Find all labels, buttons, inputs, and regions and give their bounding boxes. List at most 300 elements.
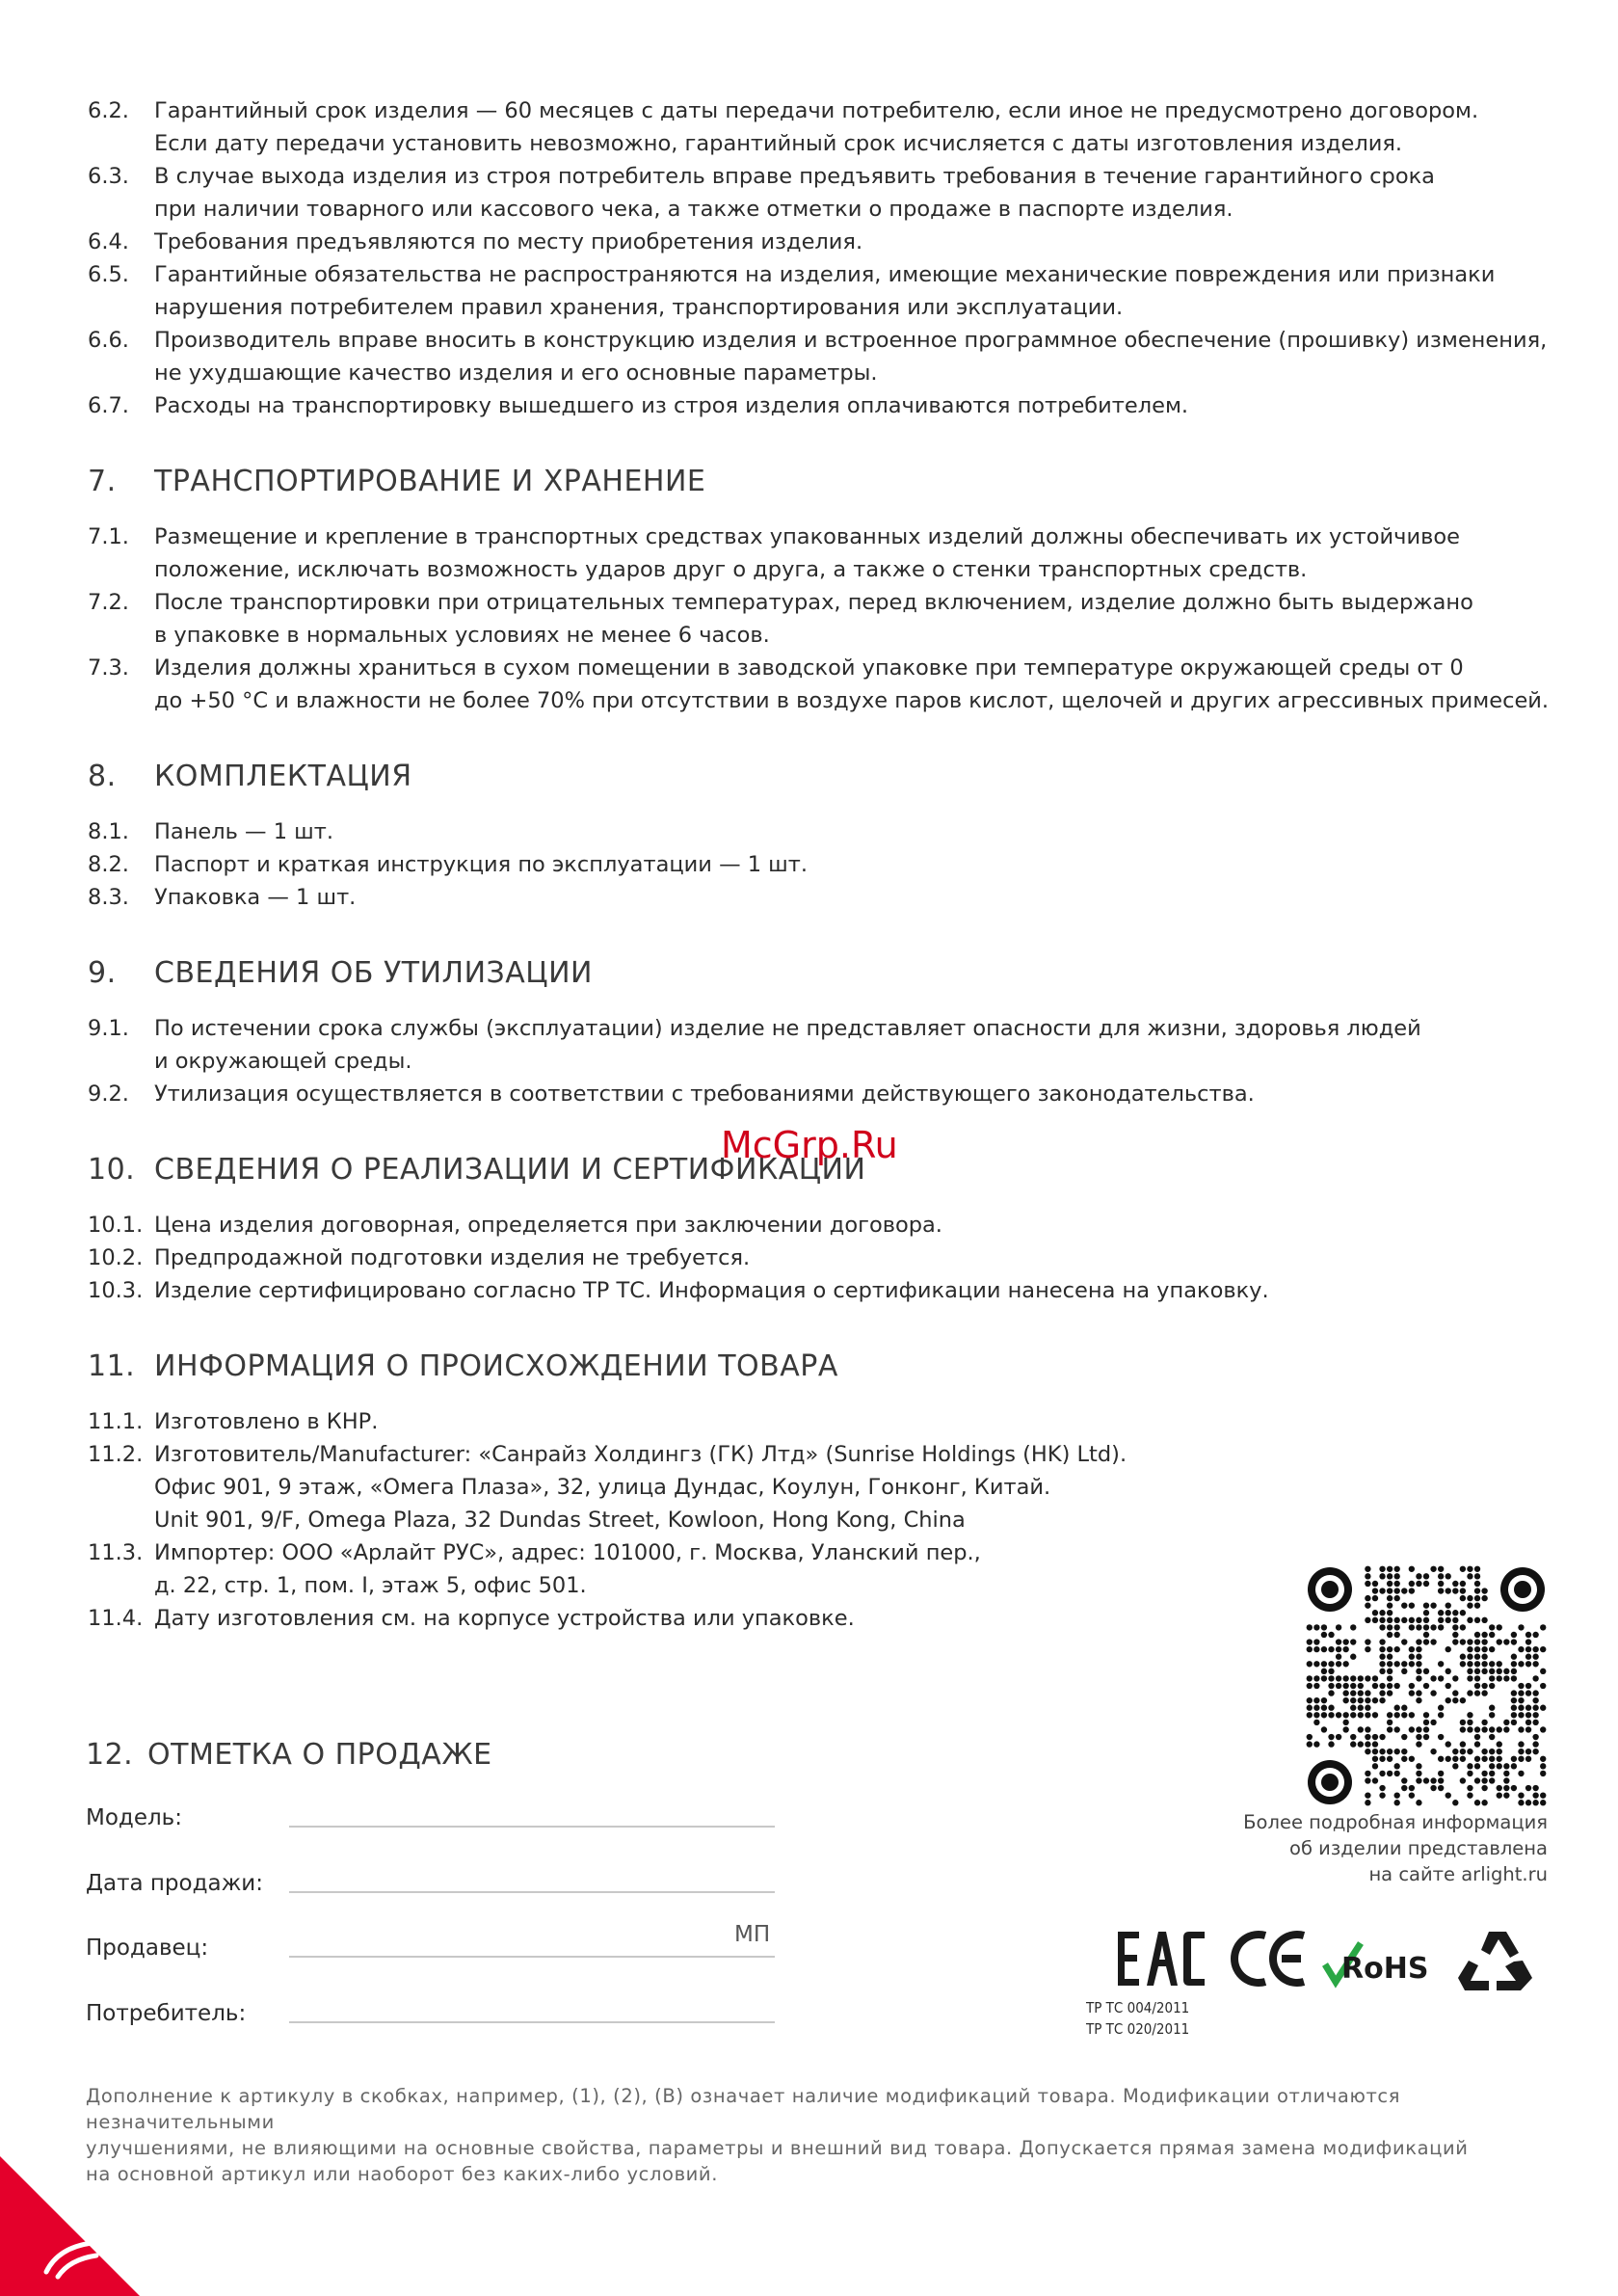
qr-module bbox=[1430, 1624, 1436, 1630]
qr-module bbox=[1401, 1617, 1407, 1623]
stamp-placeholder: МП bbox=[734, 1922, 771, 1947]
qr-module bbox=[1401, 1777, 1407, 1783]
qr-module bbox=[1321, 1697, 1327, 1703]
svg-text:RoHS: RoHS bbox=[1341, 1952, 1429, 1986]
qr-module bbox=[1511, 1705, 1517, 1711]
qr-module bbox=[1511, 1639, 1517, 1644]
qr-module bbox=[1365, 1792, 1370, 1798]
qr-module bbox=[1540, 1756, 1546, 1762]
qr-code bbox=[1306, 1565, 1547, 1806]
qr-module bbox=[1489, 1749, 1495, 1754]
qr-module bbox=[1474, 1588, 1480, 1593]
qr-module bbox=[1342, 1639, 1348, 1644]
qr-module bbox=[1452, 1624, 1458, 1630]
qr-module bbox=[1387, 1720, 1393, 1725]
qr-module bbox=[1446, 1617, 1451, 1623]
qr-module bbox=[1518, 1771, 1524, 1776]
qr-module bbox=[1474, 1595, 1480, 1601]
section-8-heading: 8. КОМПЛЕКТАЦИЯ bbox=[88, 760, 412, 793]
qr-module bbox=[1394, 1661, 1400, 1667]
qr-module bbox=[1532, 1690, 1538, 1695]
item-11-1: 11.1. Изготовлено в КНР. bbox=[88, 1409, 379, 1434]
qr-module bbox=[1467, 1785, 1472, 1791]
qr-module bbox=[1379, 1697, 1385, 1703]
qr-module bbox=[1460, 1595, 1466, 1601]
qr-module bbox=[1423, 1581, 1429, 1587]
qr-module bbox=[1489, 1756, 1495, 1762]
qr-module bbox=[1379, 1624, 1385, 1630]
qr-module bbox=[1379, 1756, 1385, 1762]
qr-module bbox=[1489, 1632, 1495, 1638]
qr-module bbox=[1379, 1610, 1385, 1615]
qr-module bbox=[1438, 1756, 1444, 1762]
qr-module bbox=[1372, 1588, 1378, 1593]
qr-module bbox=[1342, 1646, 1348, 1652]
qr-module bbox=[1438, 1617, 1444, 1623]
qr-module bbox=[1467, 1763, 1472, 1769]
qr-module bbox=[1532, 1632, 1538, 1638]
item-6-4: 6.4. Требования предъявляются по месту приобретения изделия. bbox=[88, 229, 863, 254]
qr-module bbox=[1372, 1675, 1378, 1681]
qr-module bbox=[1372, 1749, 1378, 1754]
qr-module bbox=[1321, 1624, 1327, 1630]
qr-module bbox=[1365, 1646, 1370, 1652]
qr-module bbox=[1540, 1800, 1546, 1805]
qr-module bbox=[1423, 1777, 1429, 1783]
qr-module bbox=[1342, 1726, 1348, 1732]
qr-module bbox=[1409, 1683, 1415, 1689]
qr-module bbox=[1423, 1683, 1429, 1689]
qr-module bbox=[1307, 1646, 1313, 1652]
qr-module bbox=[1409, 1654, 1415, 1660]
section-7 bbox=[0, 463, 1618, 717]
qr-module bbox=[1497, 1669, 1502, 1674]
qr-module bbox=[1307, 1683, 1313, 1689]
qr-module bbox=[1387, 1617, 1393, 1623]
qr-module bbox=[1438, 1785, 1444, 1791]
qr-module bbox=[1489, 1712, 1495, 1718]
qr-module bbox=[1446, 1669, 1451, 1674]
qr-module bbox=[1350, 1690, 1356, 1695]
qr-module bbox=[1342, 1661, 1348, 1667]
qr-module bbox=[1379, 1771, 1385, 1776]
qr-module bbox=[1394, 1705, 1400, 1711]
qr-caption: Более подробная информация об изделии представлена на сайте arlight.ru bbox=[1243, 1811, 1548, 1885]
qr-module bbox=[1401, 1588, 1407, 1593]
qr-module bbox=[1313, 1712, 1319, 1718]
qr-module bbox=[1446, 1588, 1451, 1593]
qr-module bbox=[1328, 1669, 1334, 1674]
section-7-heading: 7. ТРАНСПОРТИРОВАНИЕ И ХРАНЕНИЕ bbox=[88, 465, 706, 498]
qr-module bbox=[1394, 1800, 1400, 1805]
footnote: Дополнение к артикулу в скобках, например, (1), (2), (B) означает наличие модификаций товара. Модификации отличаются незначительными улучшениями, не влияющими на основные свойства, параметры и внешний вид товара. Допускается прямая замена модификаций на основной артикул или наоборот без каких-либо условий. bbox=[86, 2085, 1469, 2185]
qr-module bbox=[1401, 1756, 1407, 1762]
qr-module bbox=[1474, 1654, 1480, 1660]
qr-module bbox=[1358, 1675, 1364, 1681]
qr-module bbox=[1401, 1712, 1407, 1718]
qr-module bbox=[1446, 1683, 1451, 1689]
rohs-mark-icon bbox=[1325, 1943, 1428, 1986]
qr-module bbox=[1313, 1705, 1319, 1711]
qr-module bbox=[1379, 1639, 1385, 1644]
qr-module bbox=[1365, 1581, 1370, 1587]
section-10 bbox=[0, 1151, 1618, 1307]
qr-module bbox=[1511, 1763, 1517, 1769]
qr-module bbox=[1430, 1785, 1436, 1791]
qr-module bbox=[1379, 1566, 1385, 1572]
qr-module bbox=[1430, 1749, 1436, 1754]
qr-module bbox=[1358, 1690, 1364, 1695]
qr-module bbox=[1423, 1734, 1429, 1740]
qr-module bbox=[1481, 1595, 1487, 1601]
qr-module bbox=[1342, 1683, 1348, 1689]
qr-module bbox=[1423, 1639, 1429, 1644]
qr-module bbox=[1350, 1683, 1356, 1689]
qr-module bbox=[1394, 1726, 1400, 1732]
qr-module bbox=[1328, 1741, 1334, 1747]
qr-module bbox=[1365, 1771, 1370, 1776]
qr-module bbox=[1503, 1669, 1509, 1674]
qr-module bbox=[1342, 1712, 1348, 1718]
qr-module bbox=[1423, 1573, 1429, 1579]
qr-module bbox=[1489, 1763, 1495, 1769]
qr-module bbox=[1387, 1632, 1393, 1638]
qr-module bbox=[1342, 1690, 1348, 1695]
qr-module bbox=[1416, 1800, 1421, 1805]
qr-module bbox=[1365, 1690, 1370, 1695]
qr-module bbox=[1336, 1734, 1341, 1740]
qr-module bbox=[1416, 1646, 1421, 1652]
qr-module bbox=[1518, 1749, 1524, 1754]
qr-module bbox=[1365, 1705, 1370, 1711]
qr-module bbox=[1525, 1785, 1531, 1791]
qr-module bbox=[1489, 1683, 1495, 1689]
qr-module bbox=[1489, 1777, 1495, 1783]
qr-module bbox=[1423, 1726, 1429, 1732]
qr-module bbox=[1372, 1734, 1378, 1740]
item-11-3: 11.3. Импортер: ООО «Арлайт РУС», адрес: 101000, г. Москва, Уланский пер., д. 22, стр. 1, пом. I, этаж 5, офис 501. bbox=[88, 1540, 981, 1598]
qr-module bbox=[1467, 1712, 1472, 1718]
qr-module bbox=[1416, 1617, 1421, 1623]
qr-module bbox=[1372, 1712, 1378, 1718]
qr-module bbox=[1416, 1771, 1421, 1776]
qr-module bbox=[1350, 1654, 1356, 1660]
qr-module bbox=[1532, 1675, 1538, 1681]
qr-module bbox=[1387, 1726, 1393, 1732]
qr-module bbox=[1489, 1661, 1495, 1667]
item-11-2: 11.2. Изготовитель/Manufacturer: «Санрайз Холдингз (ГК) Лтд» (Sunrise Holdings (HK) Ltd). Офис 901, 9 этаж, «Омега Плаза», 32, улица Дундас, Коулун, Гонконг, Китай. Unit 901, 9/F, Omega Plaza, 32 Dundas Street, Kowloon, Hong Kong, China bbox=[88, 1442, 1127, 1533]
qr-module bbox=[1379, 1669, 1385, 1674]
tr-ts-codes: ТР ТС 004/2011 ТР ТС 020/2011 bbox=[1086, 1999, 1190, 2038]
qr-module bbox=[1511, 1785, 1517, 1791]
field-line-seller[interactable] bbox=[289, 1956, 775, 1958]
qr-module bbox=[1467, 1675, 1472, 1681]
field-line-model[interactable] bbox=[289, 1826, 775, 1828]
qr-module bbox=[1394, 1792, 1400, 1798]
qr-module bbox=[1394, 1624, 1400, 1630]
qr-module bbox=[1365, 1741, 1370, 1747]
qr-module bbox=[1409, 1726, 1415, 1732]
qr-module bbox=[1467, 1661, 1472, 1667]
qr-module bbox=[1423, 1720, 1429, 1725]
qr-module bbox=[1423, 1712, 1429, 1718]
qr-module bbox=[1328, 1661, 1334, 1667]
qr-module bbox=[1358, 1726, 1364, 1732]
qr-module bbox=[1532, 1646, 1538, 1652]
qr-module bbox=[1336, 1661, 1341, 1667]
qr-module bbox=[1379, 1683, 1385, 1689]
qr-module bbox=[1525, 1705, 1531, 1711]
qr-module bbox=[1307, 1734, 1313, 1740]
qr-module bbox=[1467, 1792, 1472, 1798]
qr-module bbox=[1365, 1749, 1370, 1754]
qr-module bbox=[1497, 1792, 1502, 1798]
eac-mark-icon bbox=[1118, 1932, 1205, 1986]
item-8-1: 8.1. Панель — 1 шт. bbox=[88, 819, 334, 844]
qr-module bbox=[1467, 1646, 1472, 1652]
qr-module bbox=[1446, 1792, 1451, 1798]
qr-module bbox=[1452, 1697, 1458, 1703]
qr-module bbox=[1401, 1705, 1407, 1711]
qr-module bbox=[1446, 1697, 1451, 1703]
qr-module bbox=[1409, 1624, 1415, 1630]
qr-module bbox=[1321, 1669, 1327, 1674]
qr-module bbox=[1387, 1661, 1393, 1667]
qr-module bbox=[1460, 1756, 1466, 1762]
qr-module bbox=[1497, 1639, 1502, 1644]
ce-mark-icon bbox=[1234, 1935, 1304, 1983]
qr-module bbox=[1379, 1792, 1385, 1798]
qr-module bbox=[1321, 1661, 1327, 1667]
qr-module bbox=[1321, 1712, 1327, 1718]
field-line-sale-date[interactable] bbox=[289, 1891, 775, 1893]
qr-module bbox=[1430, 1566, 1436, 1572]
qr-module bbox=[1489, 1771, 1495, 1776]
qr-module bbox=[1416, 1624, 1421, 1630]
qr-module bbox=[1387, 1595, 1393, 1601]
qr-module bbox=[1313, 1741, 1319, 1747]
qr-module bbox=[1416, 1661, 1421, 1667]
qr-module bbox=[1350, 1705, 1356, 1711]
certification-marks bbox=[1108, 1918, 1552, 1995]
qr-module bbox=[1532, 1705, 1538, 1711]
qr-module bbox=[1313, 1720, 1319, 1725]
qr-module bbox=[1307, 1697, 1313, 1703]
qr-module bbox=[1460, 1777, 1466, 1783]
qr-module bbox=[1525, 1639, 1531, 1644]
qr-module bbox=[1365, 1602, 1370, 1608]
qr-module bbox=[1365, 1675, 1370, 1681]
qr-module bbox=[1452, 1610, 1458, 1615]
qr-module bbox=[1430, 1602, 1436, 1608]
qr-module bbox=[1452, 1749, 1458, 1754]
item-6-6: 6.6. Производитель вправе вносить в конструкцию изделия и встроенное программное обеспечение (прошивку) изменения, не ухудшающие качество изделия и его основные параметры. bbox=[88, 328, 1548, 386]
qr-module bbox=[1409, 1646, 1415, 1652]
qr-module bbox=[1511, 1697, 1517, 1703]
qr-module bbox=[1379, 1690, 1385, 1695]
qr-module bbox=[1401, 1602, 1407, 1608]
field-label-consumer: Потребитель: bbox=[86, 2001, 247, 2026]
qr-module bbox=[1481, 1661, 1487, 1667]
qr-module bbox=[1518, 1661, 1524, 1667]
qr-module bbox=[1452, 1690, 1458, 1695]
qr-module bbox=[1438, 1661, 1444, 1667]
qr-module bbox=[1365, 1734, 1370, 1740]
item-9-1: 9.1. По истечении срока службы (эксплуатации) изделие не представляет опасности для жизни, здоровья людей и окружающей среды. bbox=[88, 1016, 1421, 1074]
qr-module bbox=[1394, 1646, 1400, 1652]
qr-module bbox=[1518, 1712, 1524, 1718]
qr-module bbox=[1328, 1705, 1334, 1711]
section-6 bbox=[0, 94, 1618, 422]
qr-module bbox=[1328, 1683, 1334, 1689]
qr-module bbox=[1511, 1720, 1517, 1725]
qr-module bbox=[1394, 1771, 1400, 1776]
qr-module bbox=[1307, 1675, 1313, 1681]
qr-module bbox=[1307, 1741, 1313, 1747]
qr-module bbox=[1503, 1726, 1509, 1732]
qr-module bbox=[1423, 1602, 1429, 1608]
qr-module bbox=[1416, 1581, 1421, 1587]
qr-module bbox=[1321, 1726, 1327, 1732]
qr-module bbox=[1446, 1610, 1451, 1615]
qr-module bbox=[1474, 1661, 1480, 1667]
qr-module bbox=[1379, 1573, 1385, 1579]
qr-module bbox=[1438, 1712, 1444, 1718]
qr-module bbox=[1481, 1632, 1487, 1638]
qr-module bbox=[1474, 1756, 1480, 1762]
item-8-2: 8.2. Паспорт и краткая инструкция по эксплуатации — 1 шт. bbox=[88, 852, 809, 877]
qr-module bbox=[1474, 1602, 1480, 1608]
qr-module bbox=[1387, 1749, 1393, 1754]
qr-module bbox=[1328, 1734, 1334, 1740]
qr-module bbox=[1497, 1675, 1502, 1681]
field-line-consumer[interactable] bbox=[289, 2021, 775, 2023]
qr-module bbox=[1379, 1646, 1385, 1652]
qr-module bbox=[1350, 1624, 1356, 1630]
qr-module bbox=[1446, 1741, 1451, 1747]
qr-module bbox=[1358, 1741, 1364, 1747]
qr-module bbox=[1416, 1697, 1421, 1703]
qr-module bbox=[1342, 1675, 1348, 1681]
qr-module bbox=[1481, 1726, 1487, 1732]
qr-module bbox=[1321, 1705, 1327, 1711]
qr-module bbox=[1518, 1697, 1524, 1703]
qr-module bbox=[1452, 1675, 1458, 1681]
qr-module bbox=[1387, 1602, 1393, 1608]
field-label-seller: Продавец: bbox=[86, 1936, 209, 1961]
qr-module bbox=[1489, 1705, 1495, 1711]
qr-module bbox=[1321, 1632, 1327, 1638]
qr-module bbox=[1452, 1763, 1458, 1769]
qr-module bbox=[1518, 1646, 1524, 1652]
qr-module bbox=[1365, 1800, 1370, 1805]
qr-module bbox=[1394, 1712, 1400, 1718]
qr-module bbox=[1438, 1588, 1444, 1593]
qr-module bbox=[1481, 1617, 1487, 1623]
qr-module bbox=[1416, 1675, 1421, 1681]
qr-module bbox=[1460, 1697, 1466, 1703]
qr-module bbox=[1532, 1697, 1538, 1703]
qr-module bbox=[1416, 1734, 1421, 1740]
section-9-heading: 9. СВЕДЕНИЯ ОБ УТИЛИЗАЦИИ bbox=[88, 956, 593, 990]
qr-module bbox=[1372, 1697, 1378, 1703]
qr-module bbox=[1446, 1756, 1451, 1762]
qr-module bbox=[1467, 1573, 1472, 1579]
qr-module bbox=[1358, 1697, 1364, 1703]
qr-module bbox=[1503, 1771, 1509, 1776]
qr-module bbox=[1511, 1661, 1517, 1667]
qr-module bbox=[1460, 1610, 1466, 1615]
qr-module bbox=[1336, 1683, 1341, 1689]
field-label-model: Модель: bbox=[86, 1805, 182, 1830]
qr-module bbox=[1474, 1726, 1480, 1732]
qr-module bbox=[1365, 1639, 1370, 1644]
qr-module bbox=[1423, 1632, 1429, 1638]
qr-module bbox=[1423, 1610, 1429, 1615]
qr-module bbox=[1387, 1654, 1393, 1660]
qr-module bbox=[1452, 1588, 1458, 1593]
qr-module bbox=[1525, 1756, 1531, 1762]
qr-module bbox=[1467, 1720, 1472, 1725]
qr-module bbox=[1489, 1675, 1495, 1681]
qr-module bbox=[1525, 1720, 1531, 1725]
qr-module bbox=[1409, 1792, 1415, 1798]
qr-module bbox=[1365, 1566, 1370, 1572]
qr-module bbox=[1358, 1712, 1364, 1718]
qr-module bbox=[1307, 1712, 1313, 1718]
qr-module bbox=[1532, 1654, 1538, 1660]
qr-module bbox=[1460, 1581, 1466, 1587]
qr-module bbox=[1350, 1697, 1356, 1703]
qr-module bbox=[1409, 1581, 1415, 1587]
qr-module bbox=[1503, 1792, 1509, 1798]
qr-module bbox=[1387, 1669, 1393, 1674]
item-7-1: 7.1. Размещение и крепление в транспортных средствах упакованных изделий должны обеспечивать их устойчивое положение, исключать возможность ударов друг о друга, а также о стенки транспортных средств. bbox=[88, 524, 1460, 582]
qr-module bbox=[1365, 1777, 1370, 1783]
qr-module bbox=[1540, 1669, 1546, 1674]
qr-module bbox=[1503, 1720, 1509, 1725]
qr-module bbox=[1525, 1726, 1531, 1732]
qr-module bbox=[1394, 1632, 1400, 1638]
qr-module bbox=[1372, 1610, 1378, 1615]
qr-module bbox=[1365, 1617, 1370, 1623]
qr-module bbox=[1474, 1581, 1480, 1587]
qr-module bbox=[1365, 1712, 1370, 1718]
qr-module bbox=[1481, 1777, 1487, 1783]
qr-module bbox=[1430, 1720, 1436, 1725]
qr-module bbox=[1452, 1617, 1458, 1623]
qr-module bbox=[1387, 1573, 1393, 1579]
qr-module bbox=[1467, 1617, 1472, 1623]
qr-module bbox=[1401, 1749, 1407, 1754]
qr-module bbox=[1307, 1639, 1313, 1644]
qr-module bbox=[1401, 1669, 1407, 1674]
qr-module bbox=[1379, 1785, 1385, 1791]
qr-module bbox=[1481, 1771, 1487, 1776]
qr-module bbox=[1416, 1573, 1421, 1579]
item-8-3: 8.3. Упаковка — 1 шт. bbox=[88, 885, 357, 910]
qr-module bbox=[1387, 1646, 1393, 1652]
watermark: McGrp.Ru bbox=[721, 1124, 898, 1166]
qr-module bbox=[1307, 1624, 1313, 1630]
qr-module bbox=[1481, 1800, 1487, 1805]
qr-module bbox=[1379, 1588, 1385, 1593]
qr-module bbox=[1511, 1654, 1517, 1660]
section-11-heading: 11. ИНФОРМАЦИЯ О ПРОИСХОЖДЕНИИ ТОВАРА bbox=[88, 1349, 838, 1383]
qr-module bbox=[1452, 1639, 1458, 1644]
qr-module bbox=[1525, 1646, 1531, 1652]
qr-module bbox=[1489, 1624, 1495, 1630]
